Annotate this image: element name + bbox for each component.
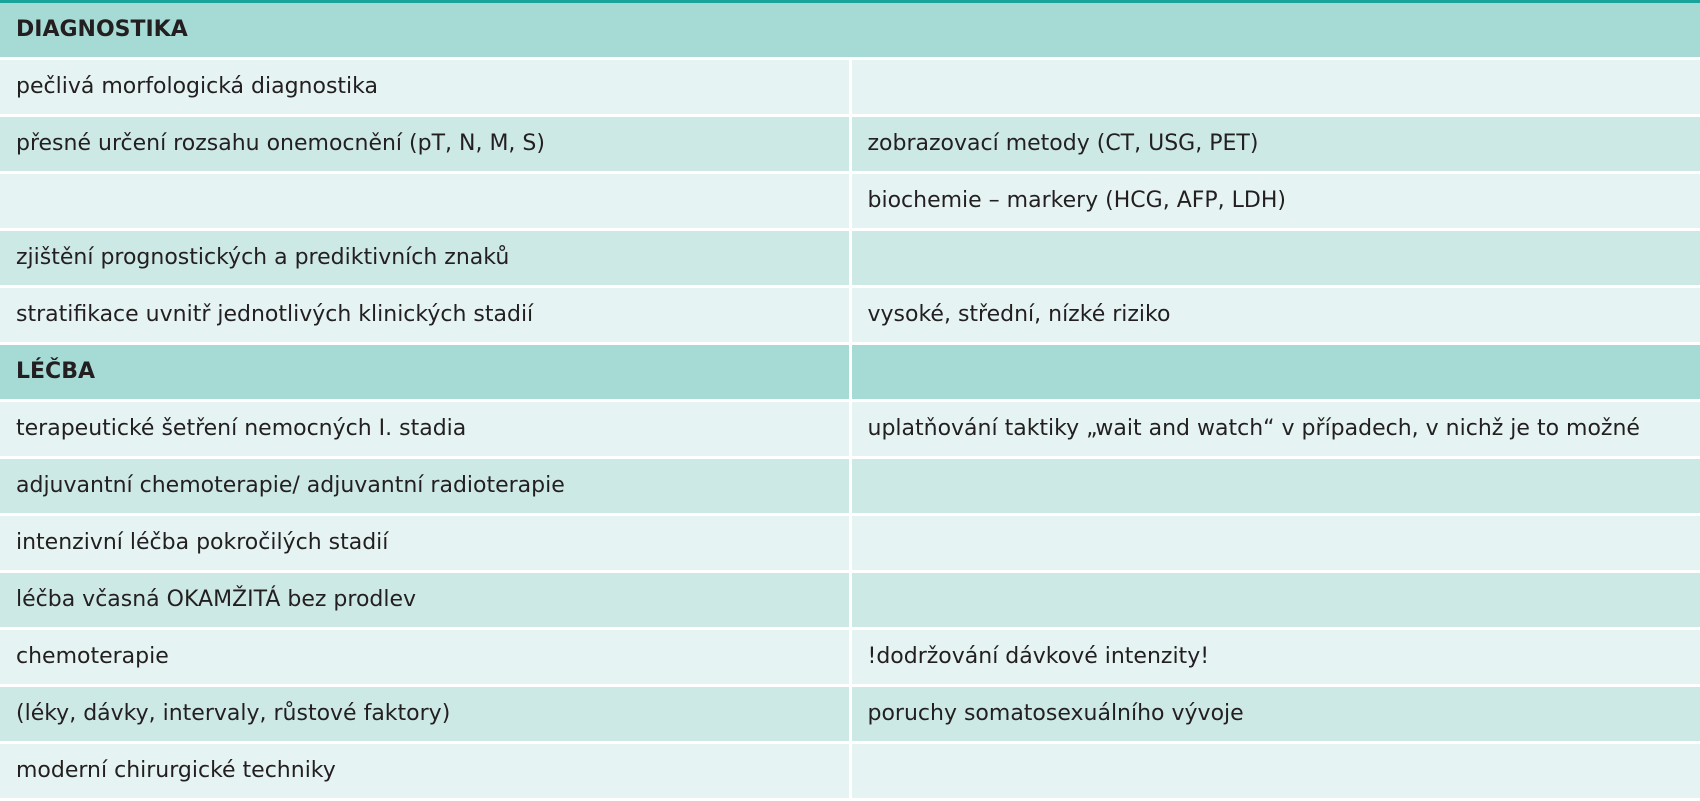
- table-cell-item: pečlivá morfologická diagnostika: [0, 59, 850, 116]
- table-cell-item: (léky, dávky, intervaly, růstové faktory): [0, 686, 850, 743]
- section-header-row: [0, 3, 1700, 59]
- table-row: [0, 458, 1700, 515]
- section-header: LÉČBA: [0, 344, 850, 401]
- table-row: [0, 116, 1700, 173]
- table-cell-item: adjuvantní chemoterapie/ adjuvantní radioterapie: [0, 458, 850, 515]
- table-cell-note: [850, 743, 1700, 800]
- table-cell-note: poruchy somatosexuálního vývoje: [850, 686, 1700, 743]
- table-cell-item: chemoterapie: [0, 629, 850, 686]
- table-cell-item: přesné určení rozsahu onemocnění (pT, N, M, S): [0, 116, 850, 173]
- table-row: [0, 572, 1700, 629]
- section-header-row: [0, 344, 1700, 401]
- section-header: DIAGNOSTIKA: [0, 3, 1700, 59]
- table-row: [0, 401, 1700, 458]
- table-row: [0, 59, 1700, 116]
- table-row: [0, 173, 1700, 230]
- table-row: [0, 629, 1700, 686]
- table-cell-item: [0, 173, 850, 230]
- table-row: [0, 230, 1700, 287]
- table-cell-item: zjištění prognostických a prediktivních znaků: [0, 230, 850, 287]
- table-cell-note: [850, 515, 1700, 572]
- section-header-empty: [850, 344, 1700, 401]
- table-body: [0, 3, 1700, 800]
- table-row: [0, 743, 1700, 800]
- table-cell-note: [850, 59, 1700, 116]
- table-cell-note: zobrazovací metody (CT, USG, PET): [850, 116, 1700, 173]
- table-cell-note: [850, 230, 1700, 287]
- table-cell-item: moderní chirurgické techniky: [0, 743, 850, 800]
- table-cell-note: [850, 458, 1700, 515]
- table-row: [0, 686, 1700, 743]
- table-cell-item: intenzivní léčba pokročilých stadií: [0, 515, 850, 572]
- table-row: [0, 287, 1700, 344]
- table-cell-note: biochemie – markery (HCG, AFP, LDH): [850, 173, 1700, 230]
- table-cell-item: léčba včasná OKAMŽITÁ bez prodlev: [0, 572, 850, 629]
- table-row: [0, 515, 1700, 572]
- table-cell-note: uplatňování taktiky „wait and watch“ v případech, v nichž je to možné: [850, 401, 1700, 458]
- table-cell-item: stratifikace uvnitř jednotlivých klinických stadií: [0, 287, 850, 344]
- data-table: [0, 3, 1700, 801]
- table-cell-item: terapeutické šetření nemocných I. stadia: [0, 401, 850, 458]
- table-cell-note: vysoké, střední, nízké riziko: [850, 287, 1700, 344]
- table-cell-note: !dodržování dávkové intenzity!: [850, 629, 1700, 686]
- table-cell-note: [850, 572, 1700, 629]
